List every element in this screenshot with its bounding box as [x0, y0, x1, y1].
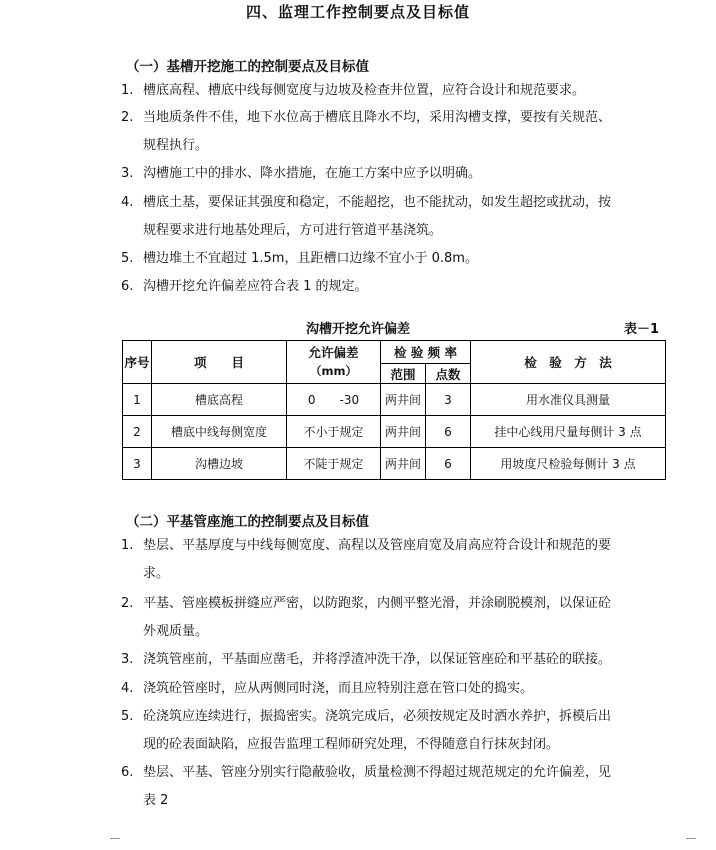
cell-range: 两井间: [381, 448, 426, 480]
item-number: 4.: [121, 195, 134, 210]
cell-points: 3: [426, 384, 471, 416]
item-text: 当地质条件不佳，地下水位高于槽底且降水不均，采用沟槽支撑，要按有关规范、: [143, 110, 612, 125]
header-deviation-unit: （mm）: [310, 364, 357, 378]
table-label: 表－1: [624, 322, 660, 337]
s2-item-1: [121, 532, 681, 588]
item-number: 4.: [121, 681, 134, 696]
item-text-continued: 外观质量。: [143, 624, 209, 639]
item-text-continued: 现的砼表面缺陷，应报告监理工程师研究处理，不得随意自行抹灰封闭。: [143, 737, 560, 752]
item-number: 3.: [121, 652, 134, 667]
cell-item: 槽底高程: [152, 384, 287, 416]
item-text: 沟槽施工中的排水、降水措施，在施工方案中应予以明确。: [143, 166, 482, 181]
header-frequency: 检 验 频 率: [381, 341, 471, 364]
s1-item-6: [121, 273, 681, 301]
item-text: 垫层、平基、管座分别实行隐蔽验收，质量检测不得超过规范规定的允许偏差，见: [143, 765, 612, 780]
page-corner-mark-left: [110, 838, 120, 845]
item-number: 3.: [121, 166, 134, 181]
s1-item-4: [121, 189, 681, 245]
cell-seq: 2: [123, 416, 152, 448]
header-method: 检 验 方 法: [471, 341, 666, 384]
item-text: 槽底高程、槽底中线每侧宽度与边坡及检查井位置，应符合设计和规范要求。: [143, 83, 586, 98]
item-text: 沟槽开挖允许偏差应符合表 1 的规定。: [143, 279, 368, 294]
item-text: 浇筑管座前，平基面应凿毛，并将浮渣冲洗干净，以保证管座砼和平基砼的联接。: [143, 652, 612, 667]
cell-range: 两井间: [381, 416, 426, 448]
s1-item-3: [121, 160, 681, 188]
s1-item-2: [121, 104, 681, 160]
s2-item-4: [121, 675, 681, 703]
cell-points: 6: [426, 416, 471, 448]
cell-method: 用坡度尺检验每侧计 3 点: [471, 448, 666, 480]
item-text-continued: 表 2: [143, 793, 169, 808]
cell-deviation: 0 -30: [287, 384, 381, 416]
table-row: [123, 448, 666, 480]
header-item: 项 目: [152, 341, 287, 384]
item-number: 1.: [121, 538, 134, 553]
table-caption: 沟槽开挖允许偏差: [306, 322, 411, 337]
header-points: 点数: [426, 364, 471, 384]
cell-deviation: 不陡于规定: [287, 448, 381, 480]
s2-item-6: [121, 759, 681, 815]
section-1-heading: （一）基槽开挖施工的控制要点及目标值: [126, 59, 369, 75]
item-number: 1.: [121, 83, 134, 98]
header-seq: 序号: [123, 341, 152, 384]
header-deviation: [287, 341, 381, 384]
cell-points: 6: [426, 448, 471, 480]
item-number: 6.: [121, 765, 134, 780]
cell-method: 用水准仪具测量: [471, 384, 666, 416]
item-text-continued: 求。: [143, 566, 170, 581]
section-2-heading: （二）平基管座施工的控制要点及目标值: [126, 514, 369, 530]
cell-range: 两井间: [381, 384, 426, 416]
cell-method: 挂中心线用尺量每侧计 3 点: [471, 416, 666, 448]
item-number: 2.: [121, 110, 134, 125]
s2-item-2: [121, 590, 681, 646]
page-corner-mark-right: [686, 838, 696, 845]
item-number: 5.: [121, 709, 134, 724]
page-title: 四、监理工作控制要点及目标值: [245, 3, 470, 21]
item-text: 垫层、平基厚度与中线每侧宽度、高程以及管座肩宽及肩高应符合设计和规范的要: [143, 538, 612, 553]
s2-item-5: [121, 703, 681, 759]
item-text: 平基、管座模板拼缝应严密，以防跑浆，内侧平整光滑，并涂刷脱模剂，以保证砼: [143, 596, 612, 611]
cell-item: 槽底中线每侧宽度: [152, 416, 287, 448]
deviation-table: [122, 340, 666, 480]
cell-item: 沟槽边坡: [152, 448, 287, 480]
item-text: 槽底土基，要保证其强度和稳定，不能超挖，也不能扰动，如发生超挖或扰动，按: [143, 195, 612, 210]
table-row: [123, 416, 666, 448]
s1-item-1: [121, 77, 681, 105]
header-range: 范围: [381, 364, 426, 384]
cell-seq: 3: [123, 448, 152, 480]
item-number: 5.: [121, 251, 134, 266]
item-number: 2.: [121, 596, 134, 611]
cell-deviation: 不小于规定: [287, 416, 381, 448]
item-text-continued: 规程执行。: [143, 138, 209, 153]
item-text-continued: 规程要求进行地基处理后，方可进行管道平基浇筑。: [143, 223, 443, 238]
item-text: 槽边堆土不宜超过 1.5m，且距槽口边缘不宜小于 0.8m。: [143, 251, 478, 266]
item-text: 砼浇筑应连续进行，振捣密实。浇筑完成后，必须按规定及时洒水养护，拆模后出: [143, 709, 612, 724]
item-number: 6.: [121, 279, 134, 294]
table-row: [123, 384, 666, 416]
item-text: 浇筑砼管座时，应从两侧同时浇，而且应特别注意在管口处的捣实。: [143, 681, 534, 696]
s2-item-3: [121, 646, 681, 674]
s1-item-5: [121, 245, 681, 273]
cell-seq: 1: [123, 384, 152, 416]
header-deviation-label: 允许偏差: [308, 345, 359, 360]
